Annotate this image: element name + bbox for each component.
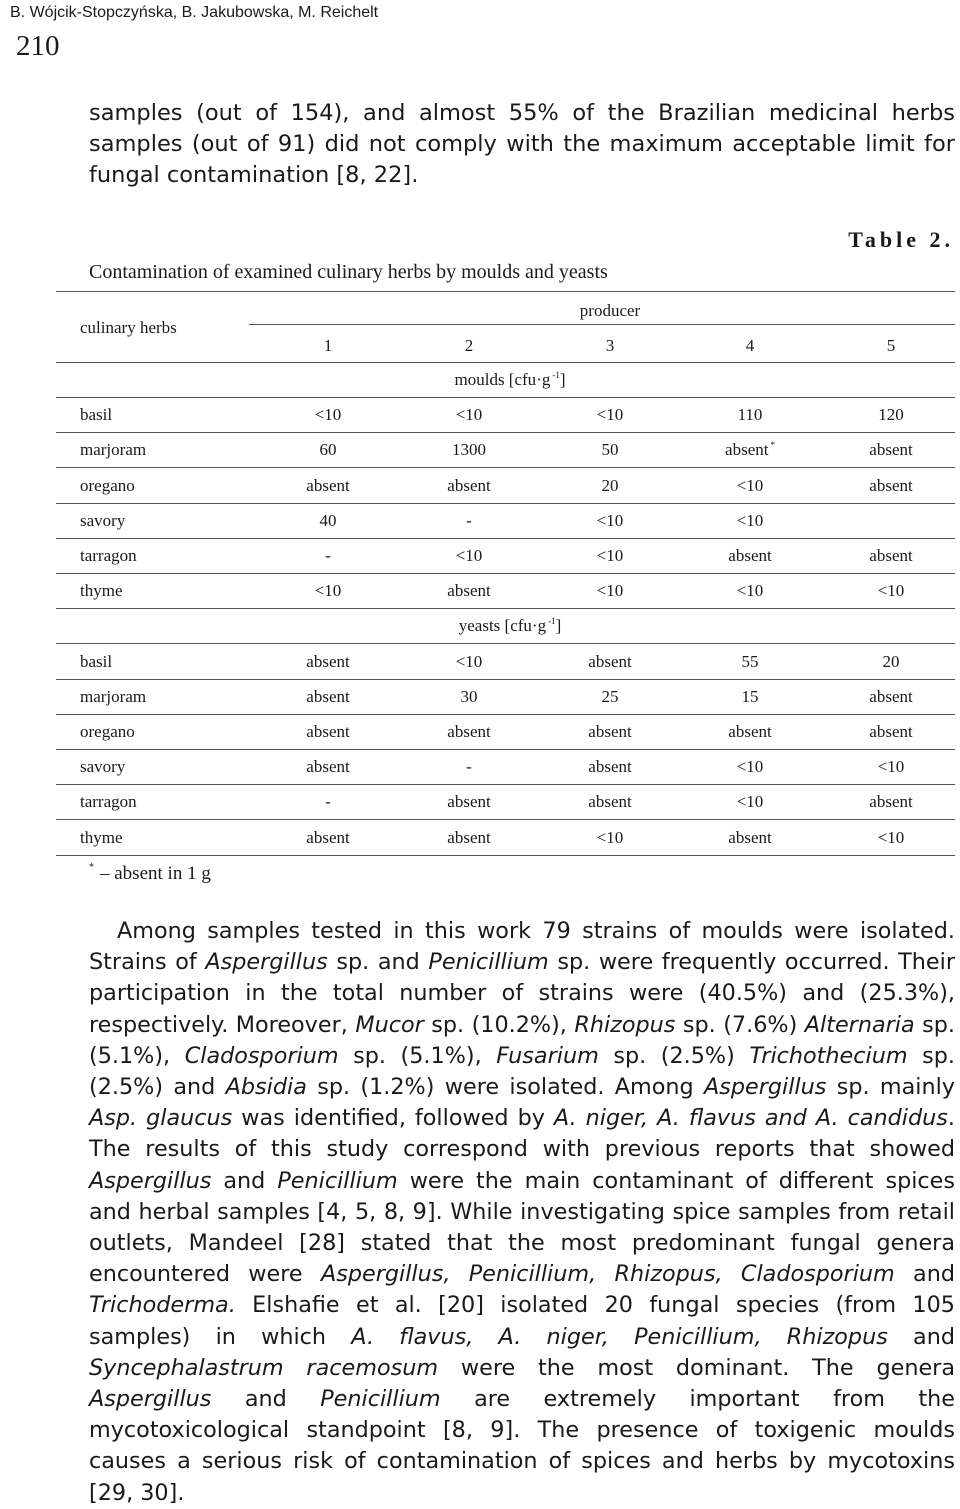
table-cell: <10 [455, 546, 483, 565]
section-rule [56, 643, 955, 644]
herb-name: savory [80, 510, 126, 530]
intro-paragraph: samples (out of 154), and almost 55% of the Brazilian medicinal herbs samples (out of 91) did not comply with the maximum acceptable limit for fungal contamination [8, 22]. [89, 100, 955, 188]
taxon-name: Mucor [355, 1011, 424, 1038]
table-cell: 15 [741, 686, 759, 706]
table-cell: 110 [737, 405, 763, 425]
herb-name: basil [80, 651, 113, 671]
table-cell: absent [306, 757, 350, 777]
herb-name: oregano [80, 722, 135, 741]
section-rule [56, 397, 955, 398]
herb-name: marjoram [80, 440, 147, 460]
row-rule [56, 855, 955, 856]
taxon-name: Rhizopus [574, 1011, 676, 1038]
taxon-name: Cladosporium [184, 1042, 339, 1069]
text-run: were the most dominant. The genera [438, 1354, 955, 1381]
row-rule [56, 608, 955, 609]
herb-name: basil [80, 405, 113, 425]
producer-column-4: 4 [745, 336, 755, 355]
table-cell: <10 [596, 510, 624, 530]
text-run: were the main contaminant of different spices and herbal samples [4, 5, 8, 9]. While investigating spice samples from retail outlets, Mandeel [28] stated that the most predominant fungal genera encountered were [89, 1167, 956, 1288]
table-cell: absent [447, 792, 491, 812]
herb-name: thyme [80, 581, 123, 601]
table-cell: absent [588, 792, 632, 812]
table-cell: absent [869, 686, 913, 706]
header-rule [56, 362, 955, 363]
text-run: and [887, 1323, 955, 1350]
text-run: was identified, followed by [232, 1105, 554, 1132]
table-cell: absent [728, 827, 772, 847]
taxon-name: Trichoderma. [89, 1292, 236, 1319]
table-cell: absent [306, 475, 350, 495]
taxon-name: Aspergillus [89, 1386, 212, 1413]
taxon-name: Penicillium [277, 1167, 398, 1194]
producer-header: producer [579, 301, 641, 320]
text-run: and [211, 1167, 278, 1194]
section-title-end: ] [555, 616, 562, 636]
row-rule [56, 538, 955, 539]
text-run: sp. were frequently occurred. Their participation in the total number of strains were (40.5%) and (25.3%), respectively. Moreover, [89, 949, 955, 1038]
text-run: sp. mainly [826, 1074, 955, 1101]
table-cell: <10 [877, 757, 905, 777]
table-cell: absent [869, 792, 913, 812]
table-cell: absent * [725, 440, 775, 460]
table-cell: absent [306, 651, 350, 671]
text-run: Elshafie et al. [20] isolated 20 fungal species (from 105 samples) in which [89, 1292, 955, 1350]
table-cell: absent [869, 440, 913, 460]
taxon-name: Syncephalastrum racemosum [89, 1354, 439, 1381]
text-run: . The results of this study correspond with previous reports that showed [89, 1105, 955, 1163]
table-cell: absent [869, 722, 913, 741]
table-cell: 60 [319, 440, 337, 460]
table-cell: absent [869, 546, 913, 565]
table-cell: <10 [455, 405, 483, 425]
table-top-rule [56, 291, 955, 292]
taxon-name: Absidia [225, 1074, 307, 1101]
table-cell: <10 [736, 475, 764, 495]
footnote-text: – absent in 1 g [100, 863, 211, 884]
herb-name: oregano [80, 475, 135, 495]
herb-name: tarragon [80, 792, 137, 812]
text-run: sp. (1.2%) were isolated. Among [306, 1074, 704, 1101]
table-cell: 20 [601, 475, 619, 495]
table-cell: 55 [741, 651, 759, 671]
taxon-name: Penicillium [428, 949, 549, 976]
table-cell: - [466, 510, 472, 530]
table-cell: absent [447, 722, 491, 741]
table-footnote [89, 862, 211, 885]
table-cell: 120 [878, 405, 904, 425]
table-cell: <10 [736, 510, 764, 530]
herb-name: tarragon [80, 546, 137, 565]
row-rule [56, 714, 955, 715]
text-run: sp. and [327, 949, 429, 976]
text-run: sp. (2.5%) and [89, 1042, 955, 1101]
table-cell: absent [728, 546, 772, 565]
unit-exponent: -1 [548, 616, 556, 627]
taxon-name: Trichothecium [749, 1042, 908, 1069]
table-cell: <10 [314, 405, 342, 425]
table-cell: <10 [596, 405, 624, 425]
table-cell: absent [447, 581, 491, 601]
table-cell: 30 [460, 686, 478, 706]
producer-column-1: 1 [323, 336, 333, 355]
footnote-mark: * [89, 862, 94, 873]
text-run: sp. (2.5%) [598, 1042, 750, 1069]
page-number: 210 [16, 30, 60, 62]
footnote-marker: * [770, 440, 775, 451]
row-rule [56, 503, 955, 504]
table-cell: absent [588, 722, 632, 741]
table-cell: absent [588, 757, 632, 777]
taxon-name: Aspergillus, Penicillium, Rhizopus, Cladosporium [320, 1261, 895, 1288]
taxon-name: Alternaria [804, 1011, 915, 1038]
taxon-name: Fusarium [496, 1042, 599, 1069]
table-cell: absent [306, 686, 350, 706]
table-cell: - [325, 546, 331, 565]
taxon-name: Aspergillus [703, 1074, 827, 1101]
taxon-name: A. flavus, A. niger, Penicillium, Rhizopus [351, 1323, 888, 1350]
section-title: yeasts [cfu·g [458, 616, 547, 636]
herb-name: thyme [80, 827, 123, 847]
table-cell: - [325, 792, 331, 812]
taxon-name: A. niger, A. flavus and A. candidus [553, 1105, 948, 1132]
table-cell: 40 [319, 510, 337, 530]
taxon-name: Asp. glaucus [89, 1105, 233, 1132]
table-cell: <10 [455, 651, 483, 671]
table-cell: <10 [736, 581, 764, 601]
section-title: moulds [cfu·g [454, 370, 551, 389]
row-rule [56, 432, 955, 433]
table-cell: absent [447, 827, 491, 847]
table-cell: absent [306, 827, 350, 847]
running-head: B. Wójcik-Stopczyńska, B. Jakubowska, M. Reichelt [10, 4, 379, 21]
table-cell: absent [869, 475, 913, 495]
taxon-name: Aspergillus [89, 1167, 212, 1194]
producer-column-2: 2 [464, 336, 474, 355]
table-cell: absent [306, 722, 350, 741]
text-run: sp. (7.6%) [675, 1011, 805, 1038]
unit-exponent: -1 [552, 370, 560, 380]
table-cell: - [466, 757, 472, 777]
row-rule [56, 467, 955, 468]
table-cell: absent [728, 722, 772, 741]
taxon-name: Aspergillus [205, 949, 328, 976]
section-header [459, 616, 562, 636]
table-cell: <10 [736, 792, 764, 812]
text-run: are extremely important from the mycotoxicological standpoint [8, 9]. The presence of toxigenic moulds causes a serious risk of contamination of spices and herbs by mycotoxins [29, 30]. [89, 1386, 955, 1506]
text-run: sp. (10.2%), [423, 1011, 575, 1038]
table-cell: <10 [877, 827, 905, 847]
taxon-name: Penicillium [320, 1386, 441, 1413]
row-header: culinary herbs [80, 318, 177, 337]
row-rule [56, 573, 955, 574]
table-cell: <10 [596, 581, 624, 601]
table-cell: <10 [314, 581, 342, 601]
row-rule [56, 819, 955, 820]
producer-column-3: 3 [605, 336, 615, 355]
text-run: sp. (5.1%), [338, 1042, 497, 1069]
table-cell: <10 [596, 546, 624, 565]
row-rule [56, 784, 955, 785]
row-rule [56, 749, 955, 750]
herb-name: marjoram [80, 686, 147, 706]
row-rule [56, 679, 955, 680]
section-header [454, 370, 565, 390]
table-cell: 50 [601, 440, 619, 460]
producer-column-5: 5 [886, 336, 896, 355]
producer-rule [249, 324, 955, 325]
table-cell: 25 [601, 686, 619, 706]
table-cell: 20 [882, 651, 900, 671]
table-caption: Contamination of examined culinary herbs by moulds and yeasts [89, 261, 608, 283]
text-run: and [894, 1261, 955, 1288]
text-run: Among samples tested in this work 79 strains of moulds were isolated. Strains of [89, 918, 955, 976]
section-title-end: ] [559, 370, 566, 389]
table-cell: <10 [877, 581, 905, 601]
table-cell: 1300 [452, 440, 486, 460]
text-run: and [211, 1386, 321, 1413]
text-run: sp. (5.1%), [89, 1011, 956, 1069]
table-label: Table 2. [848, 227, 954, 252]
table-cell: <10 [596, 827, 624, 847]
table-cell: absent [588, 651, 632, 671]
body-paragraph [89, 916, 955, 1509]
table-cell: absent [447, 475, 491, 495]
herb-name: savory [80, 757, 126, 777]
table-cell: <10 [736, 757, 764, 777]
